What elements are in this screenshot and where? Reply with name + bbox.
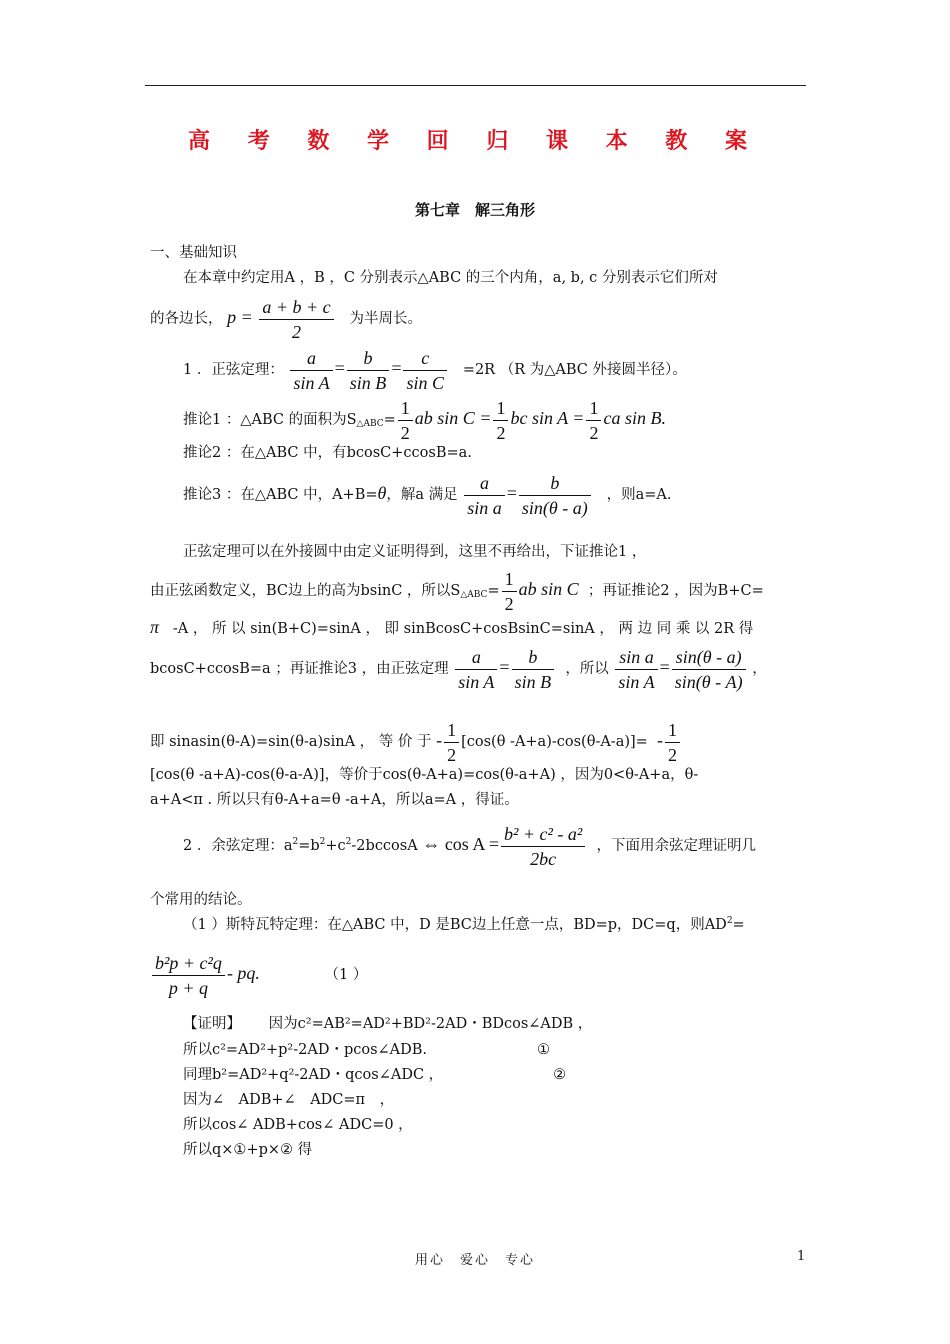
page-number: 1 <box>797 1249 806 1264</box>
proof-paragraph-2: 由正弦函数定义，BC边上的高为bsinC ，所以$S_{\triangle ABC}=$ $\frac{1}{2}$ ab sin C ；再证推论2 ，因为B+C= <box>150 568 764 614</box>
corollary-2: 推论2 ：在△ABC 中，有bcosC+ccosB=a. <box>183 445 472 461</box>
chapter-heading: 第七章 解三角形 <box>414 201 535 219</box>
cosine-theorem: 2 ．余弦定理：$a^2=b^2+c^2-2bccosA$ ⇔ cos A = $\frac{\text{b² + c² - a²}}{2bc}$ ，下面用余弦定理证明几 <box>183 823 757 869</box>
sine-ratio-c: $\frac{c}{\text{sin C}}$ <box>403 346 447 395</box>
proof-paragraph-6: [cos(θ -a+A)-cos(θ-a-A)]，等价于cos(θ-A+a)=cos(θ-a+A) ，因为0<θ-A+a，θ- <box>150 767 699 783</box>
corollary-1: 推论1 ：△ABC 的面积为$S_{\triangle ABC}=$ $\frac{1}{2}$ ab sin C = $\frac{1}{2}$ bc sin A = $\frac{1}{2}$ ca sin B. <box>183 397 666 443</box>
page-footer: 用心 爱心 专心 <box>414 1253 535 1268</box>
document-title: 高 考 数 学 回 归 课 本 教 案 <box>188 129 762 154</box>
corollary-3: 推论3 ：在△ABC 中，A+B=θ，解a 满足 $\frac{a}{\text{sin a}}$ = $\frac{b}{\sin(\theta - a)}$ ，则a=A. <box>183 472 672 518</box>
proof-paragraph-1: 正弦定理可以在外接圆中由定义证明得到，这里不再给出，下证推论1 ， <box>183 544 647 560</box>
stewart-theorem: （1 ）斯特瓦特定理：在△ABC 中，D 是BC边上任意一点，BD=p，DC=q，则$AD^2=$ <box>183 916 745 933</box>
proof-line-2: 所以c²=AD²+p²-2AD・pcos∠ADB. ① <box>183 1042 551 1058</box>
intro-line-2: 的各边长， p = $\frac{a + b + c}{2}$ 为半周长。 <box>150 296 422 342</box>
stewart-formula: $\frac{\text{b²p + c²q}}{p + q}$ - pq. （1 ） <box>150 948 367 1000</box>
proof-line-5: 所以cos∠ ADB+cos∠ ADC=0 ， <box>183 1117 413 1133</box>
intro-line-1: 在本章中约定用A ，B ，C 分别表示△ABC 的三个内角，a, b, c 分别表示它们所对 <box>183 270 718 286</box>
proof-line-1: 【证明】 因为c²=AB²=AD²+BD²-2AD・BDcos∠ADB ， <box>183 1016 593 1032</box>
section-heading: 一、基础知识 <box>150 245 237 261</box>
proof-paragraph-3: π -A ， 所 以 sin(B+C)=sinA ， 即 sinBcosC+cosBsinC=sinA ， 两 边 同 乘 以 2R 得 <box>150 617 754 637</box>
cosine-theorem-cont: 个常用的结论。 <box>150 892 252 908</box>
header-rule <box>145 85 806 86</box>
proof-line-3: 同理b²=AD²+q²-2AD・qcos∠ADC ， ② <box>183 1067 567 1083</box>
proof-paragraph-5: 即 sinasin(θ-A)=sin(θ-a)sinA ， 等 价 于 - $\frac{1}{2}$ [cos(θ -A+a)-cos(θ-A-a)]= - $\frac{1}{2}$ <box>150 715 682 767</box>
proof-paragraph-7: a+A<π . 所以只有θ-A+a=θ -a+A，所以a=A ，得证。 <box>150 792 519 808</box>
sine-ratio-b: $\frac{b}{\text{sin B}}$ <box>347 346 390 395</box>
sine-ratio-a: $\frac{a}{\text{sin A}}$ <box>290 346 332 395</box>
semi-perimeter-fraction: $\frac{a + b + c}{2}$ <box>259 295 333 344</box>
proof-line-4: 因为∠ ADB+∠ ADC=π ， <box>183 1092 395 1108</box>
proof-line-6: 所以q×①+p×② 得 <box>183 1142 313 1158</box>
proof-paragraph-4: bcosC+ccosB=a ；再证推论3 ，由正弦定理 $\frac{a}{\text{sin A}}$ = $\frac{b}{\text{sin B}}$ ，所以 $\frac{\text{sin a}}{\text{sin A}}$ = $\frac{\sin(\theta - a)}{\sin(\theta - A)}$ ， <box>150 646 767 692</box>
sine-theorem: 1 ．正弦定理： $\frac{a}{\text{sin A}}$ = $\frac{b}{\text{sin B}}$ = $\frac{c}{\text{sin C}}$ =2R （R 为△ABC 外接圆半径）。 <box>183 347 687 393</box>
